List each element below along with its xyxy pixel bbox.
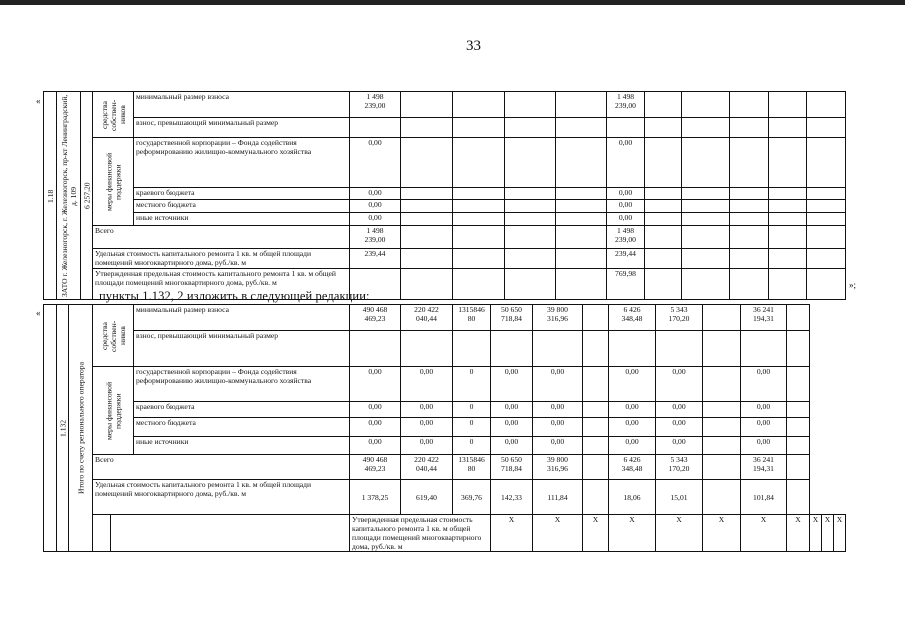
bottom-cell bbox=[703, 418, 741, 437]
top-sredstva-cell: средства собствен-ников bbox=[93, 92, 134, 138]
bottom-cell bbox=[703, 402, 741, 418]
bottom-cell: 0,00 bbox=[350, 418, 401, 437]
top-cell bbox=[682, 92, 730, 118]
label-utverzhd: Утвержденная предельная стоимость капитального ремонта 1 кв. м общей площади помещений многоквартирного дома, руб./кв. м bbox=[93, 269, 350, 300]
bottom-cell: 0,00 bbox=[741, 402, 787, 418]
label-vsego: Всего bbox=[93, 455, 350, 480]
bottom-cell bbox=[703, 455, 741, 480]
bottom-cell: 220 422 040,44 bbox=[401, 455, 453, 480]
top-cell bbox=[730, 92, 769, 118]
label-kraevoy: краевого бюджета bbox=[134, 187, 350, 199]
bottom-cell: X bbox=[583, 515, 609, 552]
top-cell: 1 498 239,00 bbox=[607, 226, 645, 249]
bottom-cell: 0,00 bbox=[350, 402, 401, 418]
top-border bbox=[0, 0, 905, 5]
bottom-cell: 0,00 bbox=[491, 367, 533, 402]
bottom-cell: 101,84 bbox=[741, 480, 787, 515]
bottom-cell bbox=[583, 367, 609, 402]
bottom-cell bbox=[583, 455, 609, 480]
bottom-sredstva-cell: средства собствен-ников bbox=[93, 305, 134, 367]
label-mestny: местного бюджета bbox=[134, 418, 350, 437]
top-cell: 0,00 bbox=[607, 138, 645, 188]
bottom-cell: 36 241 194,31 bbox=[741, 305, 787, 331]
bottom-cell: 1 378,25 bbox=[350, 480, 401, 515]
label-udelnaya: Удельная стоимость капитального ремонта 1 кв. м общей площади помещений многоквартирного дома, руб./кв. м bbox=[93, 480, 350, 515]
bottom-cell: 0 bbox=[453, 367, 491, 402]
label-inye: иные источники bbox=[134, 213, 350, 226]
bottom-cell: 1315846 80 bbox=[453, 305, 491, 331]
top-cell: 239,44 bbox=[350, 249, 401, 269]
bottom-cell: X bbox=[834, 515, 846, 552]
bottom-cell: 0,00 bbox=[741, 367, 787, 402]
bottom-cell bbox=[787, 437, 810, 455]
bottom-cell: 0,00 bbox=[491, 437, 533, 455]
bottom-cell: 0,00 bbox=[350, 367, 401, 402]
bottom-cell bbox=[787, 480, 810, 515]
bottom-cell: X bbox=[656, 515, 703, 552]
top-cell bbox=[401, 92, 453, 118]
bottom-cell: X bbox=[703, 515, 741, 552]
bottom-cell: 142,33 bbox=[491, 480, 533, 515]
bottom-cell: X bbox=[787, 515, 810, 552]
bottom-cell: 490 468 469,23 bbox=[350, 305, 401, 331]
top-cell bbox=[645, 92, 682, 118]
bottom-cell bbox=[583, 437, 609, 455]
bottom-cell bbox=[787, 418, 810, 437]
bottom-cell: 0,00 bbox=[350, 437, 401, 455]
bottom-cell: 1315846 80 bbox=[453, 455, 491, 480]
bottom-cell: 0,00 bbox=[491, 402, 533, 418]
bottom-cell: 0 bbox=[453, 418, 491, 437]
bottom-cell: 0,00 bbox=[656, 437, 703, 455]
label-udelnaya: Удельная стоимость капитального ремонта 1 кв. м общей площади помещений многоквартирного дома, руб./кв. м bbox=[93, 249, 350, 269]
label-kraevoy: краевого бюджета bbox=[134, 402, 350, 418]
bottom-table bbox=[43, 304, 846, 552]
bottom-cell: 0,00 bbox=[533, 418, 583, 437]
bottom-cell: 15,01 bbox=[656, 480, 703, 515]
bottom-cell: 0,00 bbox=[533, 367, 583, 402]
top-cell: 0,00 bbox=[350, 213, 401, 226]
open-quote-top: « bbox=[36, 96, 41, 106]
bottom-cell bbox=[703, 305, 741, 331]
bottom-cell: 39 800 316,96 bbox=[533, 455, 583, 480]
bottom-cell: 0,00 bbox=[609, 402, 656, 418]
top-cell bbox=[505, 92, 556, 118]
bottom-cell: 5 343 170,20 bbox=[656, 455, 703, 480]
bottom-cell: 220 422 040,44 bbox=[401, 305, 453, 331]
top-cell bbox=[556, 92, 607, 118]
bottom-cell: 0,00 bbox=[656, 402, 703, 418]
top-cell: 1 498 239,00 bbox=[350, 92, 401, 118]
bottom-cell: 0,00 bbox=[741, 437, 787, 455]
top-cell: 0,00 bbox=[607, 199, 645, 213]
bottom-cell: 36 241 194,31 bbox=[741, 455, 787, 480]
top-cell: 0,00 bbox=[607, 213, 645, 226]
bottom-cell: X bbox=[491, 515, 533, 552]
bottom-cell: 50 650 718,84 bbox=[491, 305, 533, 331]
label-min-vznos: минимальный размер взноса bbox=[134, 92, 350, 118]
bottom-cell bbox=[583, 305, 609, 331]
top-area-cell: 6 257,20 bbox=[81, 92, 93, 300]
bottom-cell: 39 800 316,96 bbox=[533, 305, 583, 331]
bottom-cell: X bbox=[810, 515, 822, 552]
bottom-cell: 0,00 bbox=[401, 402, 453, 418]
bottom-cell: 0,00 bbox=[533, 437, 583, 455]
top-cell: 769,98 bbox=[607, 269, 645, 300]
bottom-cell: 369,76 bbox=[453, 480, 491, 515]
bottom-cell: X bbox=[609, 515, 656, 552]
instruction-text: пункты 1.132, 2 изложить в следующей редакции: bbox=[99, 289, 370, 303]
bottom-cell bbox=[703, 367, 741, 402]
label-vsego: Всего bbox=[93, 226, 350, 249]
bottom-cell: 0,00 bbox=[609, 367, 656, 402]
bottom-cell: 0,00 bbox=[401, 418, 453, 437]
bottom-cell: 0,00 bbox=[656, 367, 703, 402]
bottom-title-cell: Итого по счету регионального оператора bbox=[69, 305, 93, 552]
bottom-cell: 0,00 bbox=[741, 418, 787, 437]
top-cell: 0,00 bbox=[350, 199, 401, 213]
bottom-cell: X bbox=[822, 515, 834, 552]
label-inye: иные источники bbox=[134, 437, 350, 455]
bottom-cell bbox=[583, 418, 609, 437]
bottom-cell: 0,00 bbox=[533, 402, 583, 418]
bottom-cell: 50 650 718,84 bbox=[491, 455, 533, 480]
bottom-cell bbox=[703, 480, 741, 515]
bottom-cell: X bbox=[533, 515, 583, 552]
bottom-cell: 0,00 bbox=[609, 418, 656, 437]
label-utverzhd: Утвержденная предельная стоимость капитального ремонта 1 кв. м общей площади помещений многоквартирного дома, руб./кв. м bbox=[350, 515, 491, 552]
top-cell: 1 498 239,00 bbox=[350, 226, 401, 249]
top-cell: 0,00 bbox=[350, 138, 401, 188]
bottom-cell bbox=[583, 480, 609, 515]
bottom-cell: 18,06 bbox=[609, 480, 656, 515]
top-cell bbox=[807, 92, 846, 118]
bottom-cell: 619,40 bbox=[401, 480, 453, 515]
bottom-cell bbox=[787, 305, 810, 331]
bottom-cell: 490 468 469,23 bbox=[350, 455, 401, 480]
bottom-cell: 6 426 348,48 bbox=[609, 305, 656, 331]
bottom-cell: 5 343 170,20 bbox=[656, 305, 703, 331]
bottom-cell: 0,00 bbox=[656, 418, 703, 437]
top-cell bbox=[769, 92, 807, 118]
bottom-cell: 0,00 bbox=[401, 367, 453, 402]
top-address-cell: ЗАТО г. Железногорск, г. Железногорск, пр-кт Ленинградский, д. 109 bbox=[57, 92, 81, 300]
label-min-vznos: минимальный размер взноса bbox=[134, 305, 350, 331]
label-gos-korp: государственной корпорации – Фонда содействия реформированию жилищно-коммунального хозяйства bbox=[134, 367, 350, 402]
label-mestny: местного бюджета bbox=[134, 199, 350, 213]
label-gos-korp: государственной корпорации – Фонда содействия реформированию жилищно-коммунального хозяйства bbox=[134, 138, 350, 188]
bottom-cell: 6 426 348,48 bbox=[609, 455, 656, 480]
bottom-cell: 0,00 bbox=[491, 418, 533, 437]
bottom-mery-cell: меры финансовой поддержки bbox=[93, 367, 134, 455]
top-cell bbox=[453, 92, 505, 118]
top-cell: 0,00 bbox=[350, 187, 401, 199]
bottom-cell: 0,00 bbox=[609, 437, 656, 455]
bottom-cell bbox=[787, 402, 810, 418]
page-number: 33 bbox=[466, 38, 481, 54]
label-vznos-prev: взнос, превышающий минимальный размер bbox=[134, 118, 350, 138]
bottom-cell: X bbox=[741, 515, 787, 552]
bottom-cell bbox=[787, 367, 810, 402]
top-cell: 239,44 bbox=[607, 249, 645, 269]
top-cell: 1 498 239,00 bbox=[607, 92, 645, 118]
bottom-num-cell: 1.132 bbox=[57, 305, 69, 552]
bottom-cell: 111,84 bbox=[533, 480, 583, 515]
bottom-cell: 0 bbox=[453, 402, 491, 418]
top-cell: 0,00 bbox=[607, 187, 645, 199]
bottom-cell bbox=[583, 402, 609, 418]
top-table bbox=[43, 91, 846, 300]
bottom-cell: 0 bbox=[453, 437, 491, 455]
bottom-cell bbox=[787, 455, 810, 480]
open-quote-bottom: « bbox=[36, 308, 41, 318]
top-num-cell: 1.18 bbox=[44, 92, 57, 300]
bottom-cell bbox=[703, 437, 741, 455]
label-vznos-prev: взнос, превышающий минимальный размер bbox=[134, 331, 350, 367]
bottom-cell: 0,00 bbox=[401, 437, 453, 455]
bottom-lead-cell bbox=[44, 305, 57, 331]
close-quote-top: »; bbox=[849, 280, 857, 290]
top-mery-cell: меры финансовой поддержки bbox=[93, 138, 134, 226]
